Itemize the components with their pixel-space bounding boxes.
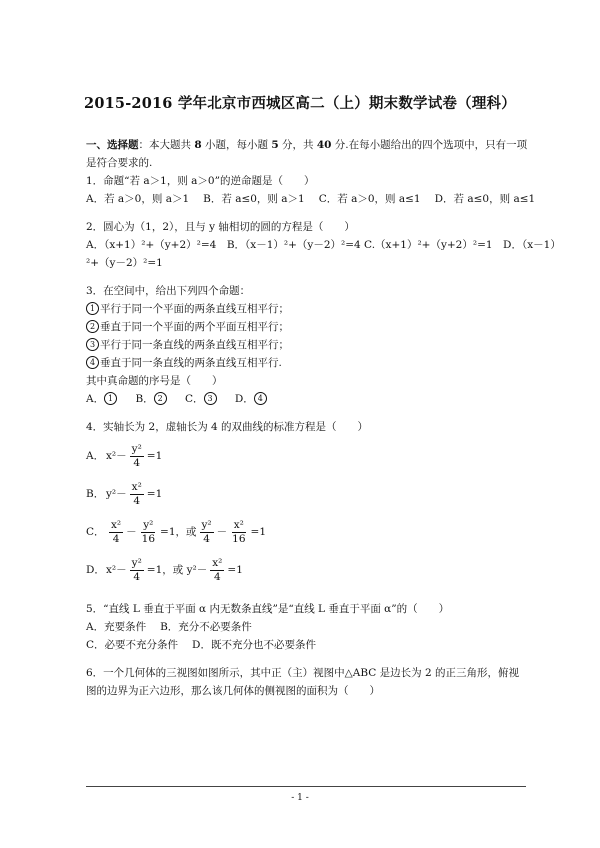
q1-option-b: B．若 a≤0，则 a＞1	[203, 193, 305, 205]
formula: x²－ $\frac{\text{y²}}{4}$ =1	[106, 442, 163, 469]
circled-number: 4	[254, 392, 267, 405]
q1-option-d: D．若 a≤0，则 a≤1	[434, 193, 536, 205]
q3-proposition-3: 3 平行于同一条直线的两条直线互相平行；	[86, 336, 526, 354]
exam-title: 2015-2016 学年北京市西城区高二（上）期末数学试卷（理科）	[84, 95, 516, 112]
footer-divider	[86, 786, 526, 787]
q5-options-row2	[86, 636, 526, 654]
circled-number: 4	[86, 356, 99, 369]
question-5-stem: 5．“直线 L 垂直于平面 α 内无数条直线”是“直线 L 垂直于平面 α”的（ ）	[86, 603, 450, 615]
section-heading: 一、选择题：本大题共 8 小题，每小题 5 分，共 40 分.在每小题给出的四个选项中，只有一项	[86, 139, 528, 151]
formula: x²－ $\frac{\text{y²}}{4}$ =1，或 y²－ $\frac{\text{x²}}{4}$ =1	[106, 556, 243, 583]
q4-option-a: A． x²－ $\frac{\text{y²}}{4}$ =1	[86, 442, 163, 469]
question-1-stem: 1．命题“若 a＞1，则 a＞0”的逆命题是（ ）	[86, 175, 315, 187]
q5-option-b: B．充分不必要条件	[160, 621, 252, 633]
q3-proposition-1: 1 平行于同一个平面的两条直线互相平行；	[86, 300, 526, 318]
q4-option-b: B． y²－ $\frac{\text{x²}}{4}$ =1	[86, 480, 163, 507]
circled-number: 2	[86, 320, 99, 333]
question-3-stem: 3．在空间中，给出下列四个命题：	[86, 285, 251, 297]
formula: $\frac{\text{x²}}{4}$ － $\frac{\text{y²}}{16}$ =1，或 $\frac{\text{y²}}{4}$ － $\frac{\text{x²}}{16}$ =1	[111, 518, 267, 545]
formula: y²－ $\frac{\text{x²}}{4}$ =1	[106, 480, 163, 507]
question-1-options	[86, 190, 536, 208]
q5-options-row1	[86, 618, 526, 636]
q3-ask: 其中真命题的序号是（ ）	[86, 375, 223, 387]
question-6-line1: 6．一个几何体的三视图如图所示，其中正（主）视图中△ABC 是边长为 2 的正三角形，俯视	[86, 667, 519, 679]
q2-options-line2: ²+（y－2）²=1	[86, 257, 163, 269]
q3-options	[86, 390, 526, 408]
circled-number: 2	[154, 392, 167, 405]
q3-option-d: D． 4	[235, 390, 268, 408]
q4-option-c: C． $\frac{\text{x²}}{4}$ － $\frac{\text{y²}}{16}$ =1，或 $\frac{\text{y²}}{4}$ － $\frac{\text{x²}}{16}$ =1	[86, 518, 267, 545]
question-4-stem: 4．实轴长为 2，虚轴长为 4 的双曲线的标准方程是（ ）	[86, 421, 369, 433]
q5-option-a: A．充要条件	[86, 621, 147, 633]
page-number: - 1 -	[291, 793, 309, 803]
q3-option-c: C． 3	[185, 390, 218, 408]
q5-option-c: C．必要不充分条件	[86, 639, 179, 651]
exam-content	[86, 136, 561, 700]
q3-proposition-2: 2 垂直于同一个平面的两个平面互相平行；	[86, 318, 526, 336]
q1-option-a: A．若 a＞0，则 a＞1	[86, 193, 190, 205]
question-2-stem: 2．圆心为（1，2），且与 y 轴相切的圆的方程是（ ）	[86, 221, 355, 233]
q3-option-a: A． 1	[86, 390, 118, 408]
q3-option-b: B． 2	[135, 390, 167, 408]
q4-option-d: D． x²－ $\frac{\text{y²}}{4}$ =1，或 y²－ $\frac{\text{x²}}{4}$ =1	[86, 556, 243, 583]
q1-option-c: C．若 a＞0，则 a≤1	[318, 193, 421, 205]
q3-proposition-4: 4 垂直于同一条直线的两条直线互相平行.	[86, 354, 526, 372]
section-heading-line2: 是符合要求的.	[86, 157, 153, 169]
circled-number: 3	[204, 392, 217, 405]
circled-number: 3	[86, 338, 99, 351]
q2-options-line1: A．（x+1）²+（y+2）²=4 B．（x－1）²+（y－2）²=4 C.（x+1）²+（y+2）²=1 D．（x－1）	[86, 239, 561, 251]
circled-number: 1	[86, 302, 99, 315]
question-6-line2: 图的边界为正六边形，那么该几何体的侧视图的面积为（ ）	[86, 685, 380, 697]
circled-number: 1	[104, 392, 117, 405]
q5-option-d: D．既不充分也不必要条件	[192, 639, 316, 651]
